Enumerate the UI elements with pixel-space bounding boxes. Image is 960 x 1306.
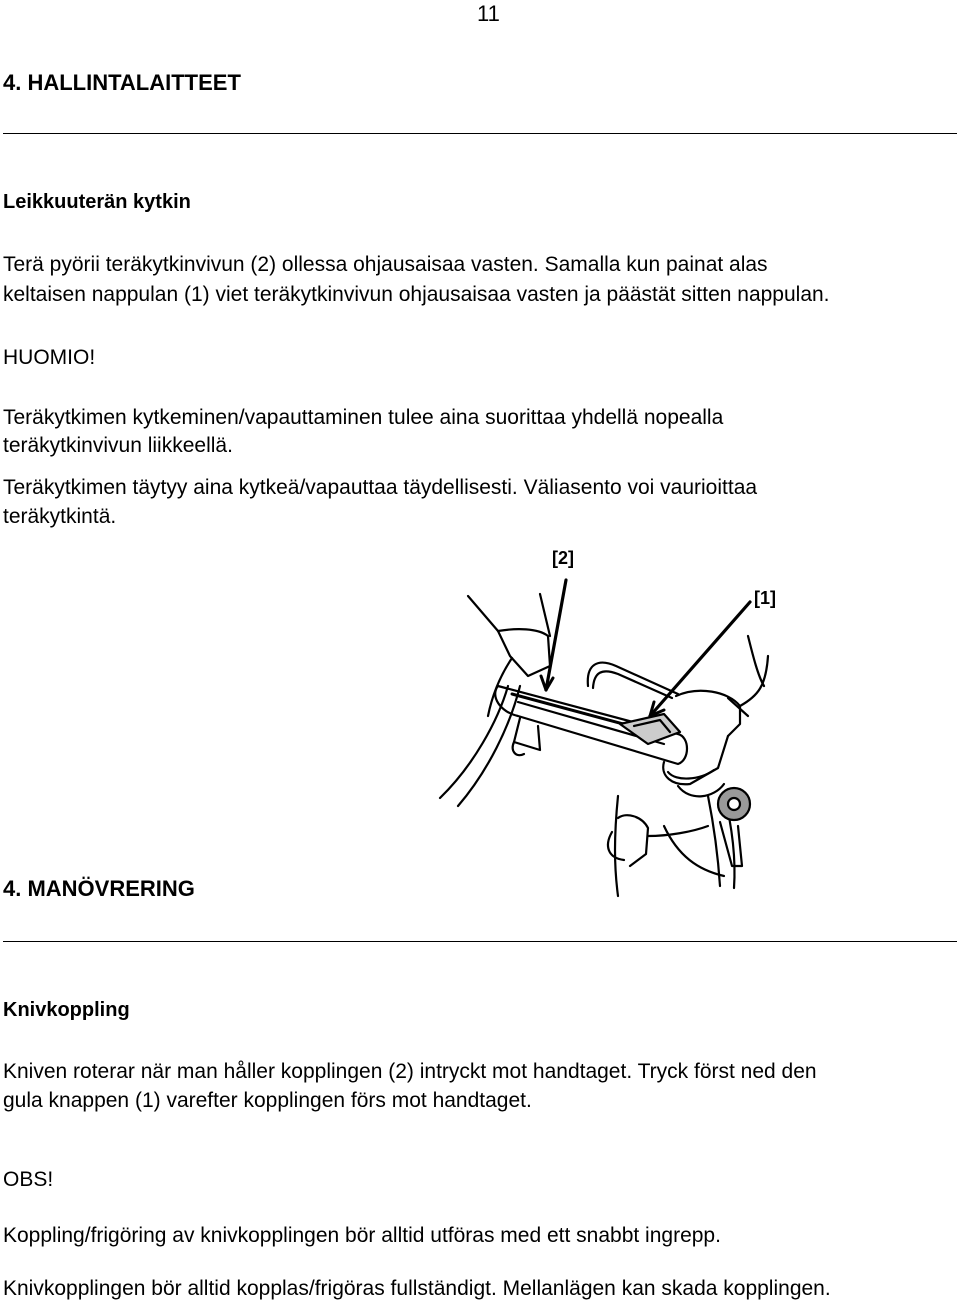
figure-label-1: [1] — [754, 588, 776, 608]
section-heading-sv: 4. MANÖVRERING — [3, 876, 195, 901]
arrow-1 — [650, 602, 750, 716]
lower-hand — [618, 815, 648, 866]
heading-rule-sv — [3, 941, 957, 942]
note1-fi-line2: teräkytkinvivun liikkeellä. — [3, 434, 233, 457]
paragraph-sv-line2: gula knappen (1) varefter kopplingen förs mot handtaget. — [3, 1089, 532, 1112]
heading-rule-fi — [3, 133, 957, 134]
clutch-lever-illustration — [428, 536, 832, 918]
note1-sv: Koppling/frigöring av knivkopplingen bör alltid utföras med ett snabbt ingrepp. — [3, 1224, 721, 1247]
yellow-button — [620, 714, 680, 744]
note-label-fi: HUOMIO! — [3, 346, 96, 369]
right-arm-cuff — [676, 691, 740, 736]
subheading-sv: Knivkoppling — [3, 999, 130, 1021]
subheading-fi: Leikkuuterän kytkin — [3, 191, 191, 213]
note1-fi-line1: Teräkytkimen kytkeminen/vapauttaminen tulee aina suorittaa yhdellä nopealla — [3, 406, 724, 429]
section-heading-fi: 4. HALLINTALAITTEET — [3, 70, 241, 95]
figure-label-2: [2] — [552, 548, 574, 568]
paragraph-fi-line1: Terä pyörii teräkytkinvivun (2) ollessa ohjausaisaa vasten. Samalla kun painat alas — [3, 253, 768, 276]
note2-sv: Knivkopplingen bör alltid kopplas/frigöras fullständigt. Mellanlägen kan skada kopplingen. — [3, 1277, 831, 1300]
note2-fi-line1: Teräkytkimen täytyy aina kytkeä/vapauttaa täydellisesti. Väliasento voi vaurioittaa — [3, 476, 758, 499]
paragraph-sv-line1: Kniven roterar när man håller kopplingen (2) intryckt mot handtaget. Tryck först ned den — [3, 1060, 817, 1083]
paragraph-fi-line2: keltaisen nappulan (1) viet teräkytkinvivun ohjausaisaa vasten ja päästät sitten nappulan. — [3, 283, 830, 306]
note-label-sv: OBS! — [3, 1168, 54, 1191]
page-number: 11 — [477, 1, 500, 26]
note2-fi-line2: teräkytkintä. — [3, 505, 117, 528]
